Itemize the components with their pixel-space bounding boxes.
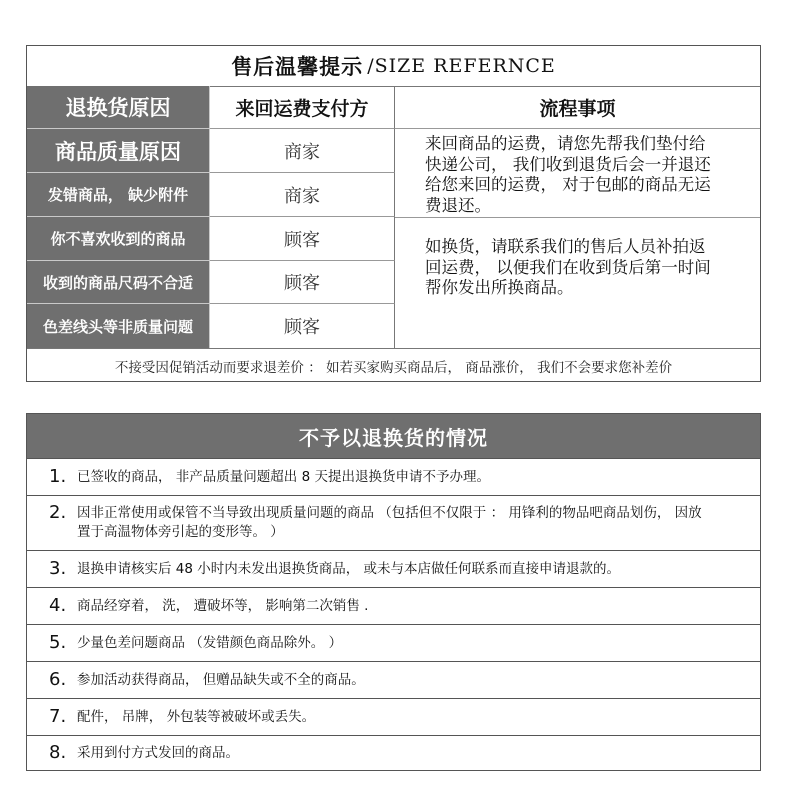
item-line: 参加活动获得商品， 但赠品缺失或不全的商品。 [77, 672, 365, 688]
item-line: 采用到付方式发回的商品。 [77, 745, 239, 761]
after-sales-notice-table [26, 45, 761, 382]
notice-title-zh: 售后温馨提示 [231, 55, 364, 79]
item-number: 5. [49, 632, 67, 653]
header-reason: 退换货原因 [27, 86, 210, 129]
process-line: 来回商品的运费，请您先帮我们垫付给 [425, 134, 706, 153]
reason-label: 色差线头等非质量问题 [27, 304, 210, 348]
reason-label: 商品质量原因 [27, 129, 210, 173]
item-line: 退换申请核实后 48 小时内未发出退换货商品， 或未与本店做任何联系而直接申请退款的。 [77, 561, 621, 577]
item-number: 3. [49, 558, 67, 579]
item-line: 已签收的商品， 非产品质量问题超出 8 天提出退换货申请不予办理。 [77, 469, 490, 485]
process-line: 给您来回的运费， 对于包邮的商品无运 [425, 175, 711, 194]
no-return-conditions-table [26, 413, 761, 771]
payer-value: 商家 [210, 129, 395, 173]
condition-item [27, 458, 760, 495]
item-number: 4. [49, 595, 67, 616]
item-text [77, 708, 748, 727]
condition-item [27, 495, 760, 550]
item-number: 2. [49, 502, 67, 523]
process-line: 费退还。 [425, 195, 491, 215]
condition-item [27, 735, 760, 770]
item-line: 商品经穿着， 洗， 遭破坏等， 影响第二次销售 . [77, 598, 369, 614]
header-process: 流程事项 [395, 86, 760, 129]
item-text [77, 597, 748, 616]
process-line: 快递公司， 我们收到退货后会一并退还 [425, 154, 711, 174]
condition-item [27, 698, 760, 735]
reason-row [27, 304, 760, 348]
item-text [77, 504, 748, 542]
reason-label: 你不喜欢收到的商品 [27, 217, 210, 261]
reason-label: 收到的商品尺码不合适 [27, 261, 210, 304]
process-line: 帮你发出所换商品。 [425, 278, 574, 297]
payer-value: 顾客 [210, 304, 395, 348]
item-text [77, 671, 748, 690]
header-payer: 来回运费支付方 [210, 86, 395, 129]
process-text-merchant [395, 134, 760, 216]
header-row [27, 86, 760, 129]
item-number: 1. [49, 466, 67, 487]
process-line: 如换货，请联系我们的售后人员补拍返 [425, 237, 706, 256]
condition-item [27, 587, 760, 624]
item-line: 置于高温物体旁引起的变形等。 ） [77, 524, 284, 540]
item-line: 因非正常使用或保管不当导致出现质量问题的商品 （包括但不仅限于 ： 用锋利的物品吧商品划伤， 因放 [77, 505, 702, 521]
no-return-title: 不予以退换货的情况 [27, 414, 760, 458]
condition-item [27, 661, 760, 698]
payer-value: 商家 [210, 173, 395, 217]
item-line: 配件， 吊牌， 外包装等被破坏或丢失。 [77, 709, 316, 725]
condition-item [27, 624, 760, 661]
condition-item [27, 550, 760, 587]
item-text [77, 560, 748, 579]
item-number: 8. [49, 742, 67, 763]
item-number: 7. [49, 706, 67, 727]
payer-value: 顾客 [210, 217, 395, 261]
payer-value: 顾客 [210, 261, 395, 304]
notice-title-en: /SIZE REFERNCE [367, 55, 556, 77]
item-number: 6. [49, 669, 67, 690]
item-text [77, 634, 748, 653]
process-line: 回运费， 以便我们在收到货后第一时间 [425, 257, 711, 277]
item-line: 少量色差问题商品 （发错颜色商品除外。 ） [77, 635, 343, 651]
reason-label: 发错商品， 缺少附件 [27, 173, 210, 217]
process-divider [395, 217, 760, 218]
item-text [77, 468, 748, 487]
price-difference-note: 不接受因促销活动而要求退差价 ： 如若买家购买商品后， 商品涨价， 我们不会要求您补差价 [27, 348, 760, 382]
process-text-customer [395, 237, 760, 299]
notice-title [27, 46, 760, 87]
item-text [77, 744, 748, 763]
